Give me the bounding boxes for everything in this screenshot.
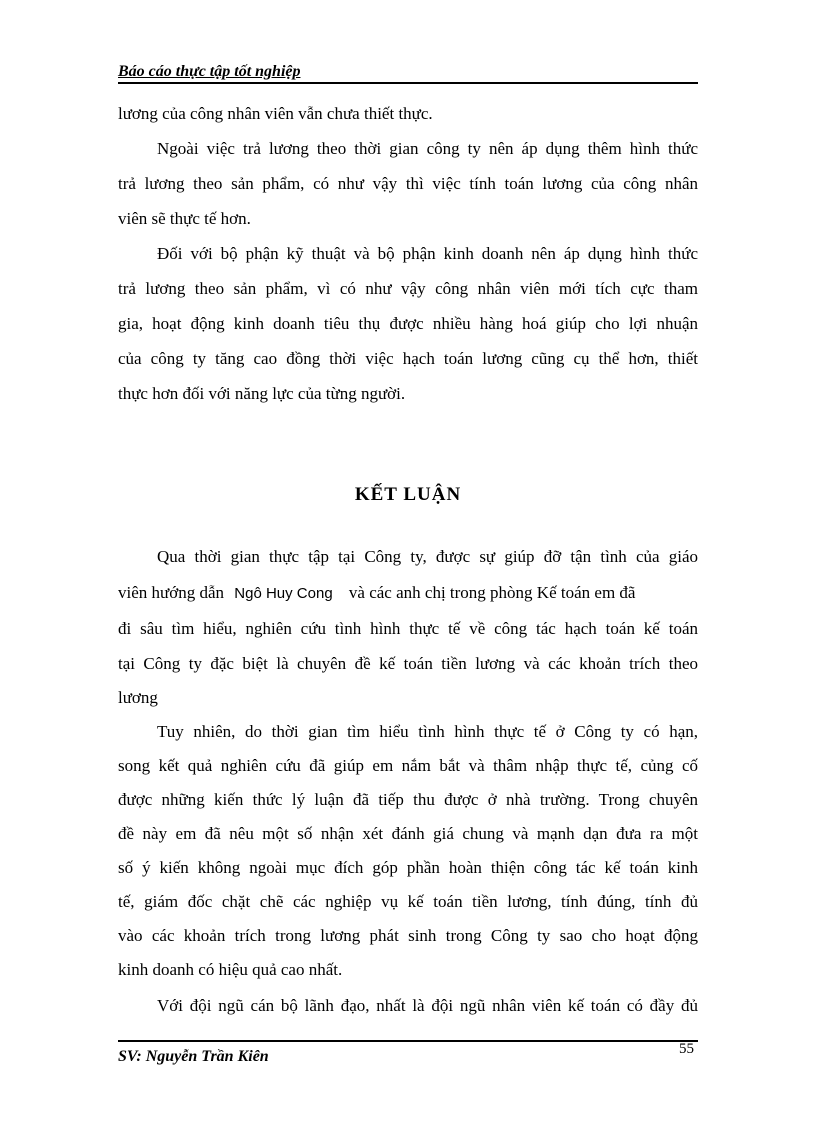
text-line: lương (118, 688, 158, 707)
text-line: Với đội ngũ cán bộ lãnh đạo, nhất là đội ngũ nhân viên kế toán có đầy đủ (157, 996, 698, 1015)
text-line: đi sâu tìm hiểu, nghiên cứu tình hình thực tế về công tác hạch toán kế toán (118, 619, 698, 638)
page-footer (118, 1040, 698, 1065)
text-line: đề này em đã nêu một số nhận xét đánh giá chung và mạnh dạn đưa ra một (118, 824, 698, 843)
text-line: số ý kiến không ngoài mục đích góp phần hoàn thiện công tác kế toán kinh (118, 858, 698, 877)
text-segment: viên hướng dẫn (118, 583, 225, 602)
header-title: Báo cáo thực tập tốt nghiệp (118, 63, 301, 80)
text-line: gia, hoạt động kinh doanh tiêu thụ được nhiều hàng hoá giúp cho lợi nhuận (118, 314, 698, 333)
text-line: lương của công nhân viên vẫn chưa thiết thực. (118, 104, 433, 123)
text-line: Tuy nhiên, do thời gian tìm hiểu tình hình thực tế ở Công ty có hạn, (157, 722, 698, 741)
text-line: Qua thời gian thực tập tại Công ty, được sự giúp đỡ tận tình của giáo (157, 547, 698, 566)
text-line-with-name (118, 582, 698, 605)
text-line: trả lương theo sản phẩm, có như vậy thì việc tính toán lương của công nhân (118, 174, 698, 193)
text-segment: và các anh chị trong phòng Kế toán em đã (348, 583, 636, 602)
text-line: trả lương theo sản phẩm, vì có như vậy công nhân viên mới tích cực tham (118, 279, 698, 298)
section-title: KẾT LUẬN (354, 484, 462, 505)
page-number: 55 (679, 1041, 694, 1057)
text-line: song kết quả nghiên cứu đã giúp em nắm bắt và thâm nhập thực tế, củng cố (118, 756, 698, 775)
advisor-name: Ngô Huy Cong (234, 585, 333, 602)
text-line: Đối với bộ phận kỹ thuật và bộ phận kinh doanh nên áp dụng hình thức (157, 244, 698, 263)
text-line: tế, giám đốc chặt chẽ các nghiệp vụ kế toán tiền lương, tính đúng, tính đủ (118, 892, 698, 911)
text-line: Ngoài việc trả lương theo thời gian công ty nên áp dụng thêm hình thức (157, 139, 698, 158)
text-line: vào các khoản trích trong lương phát sinh trong Công ty sao cho hoạt động (118, 926, 698, 945)
text-line: của công ty tăng cao đồng thời việc hạch toán lương cũng cụ thể hơn, thiết (118, 349, 698, 368)
footer-author: SV: Nguyễn Trần Kiên (118, 1048, 269, 1065)
text-line: thực hơn đối với năng lực của từng người. (118, 384, 406, 403)
text-line: kinh doanh có hiệu quả cao nhất. (118, 960, 343, 979)
page-header (118, 62, 698, 84)
text-line: được những kiến thức lý luận đã tiếp thu được ở nhà trường. Trong chuyên (118, 790, 698, 809)
text-line: tại Công ty đặc biệt là chuyên đề kế toán tiền lương và các khoản trích theo (118, 654, 698, 673)
text-line: viên sẽ thực tế hơn. (118, 209, 251, 228)
